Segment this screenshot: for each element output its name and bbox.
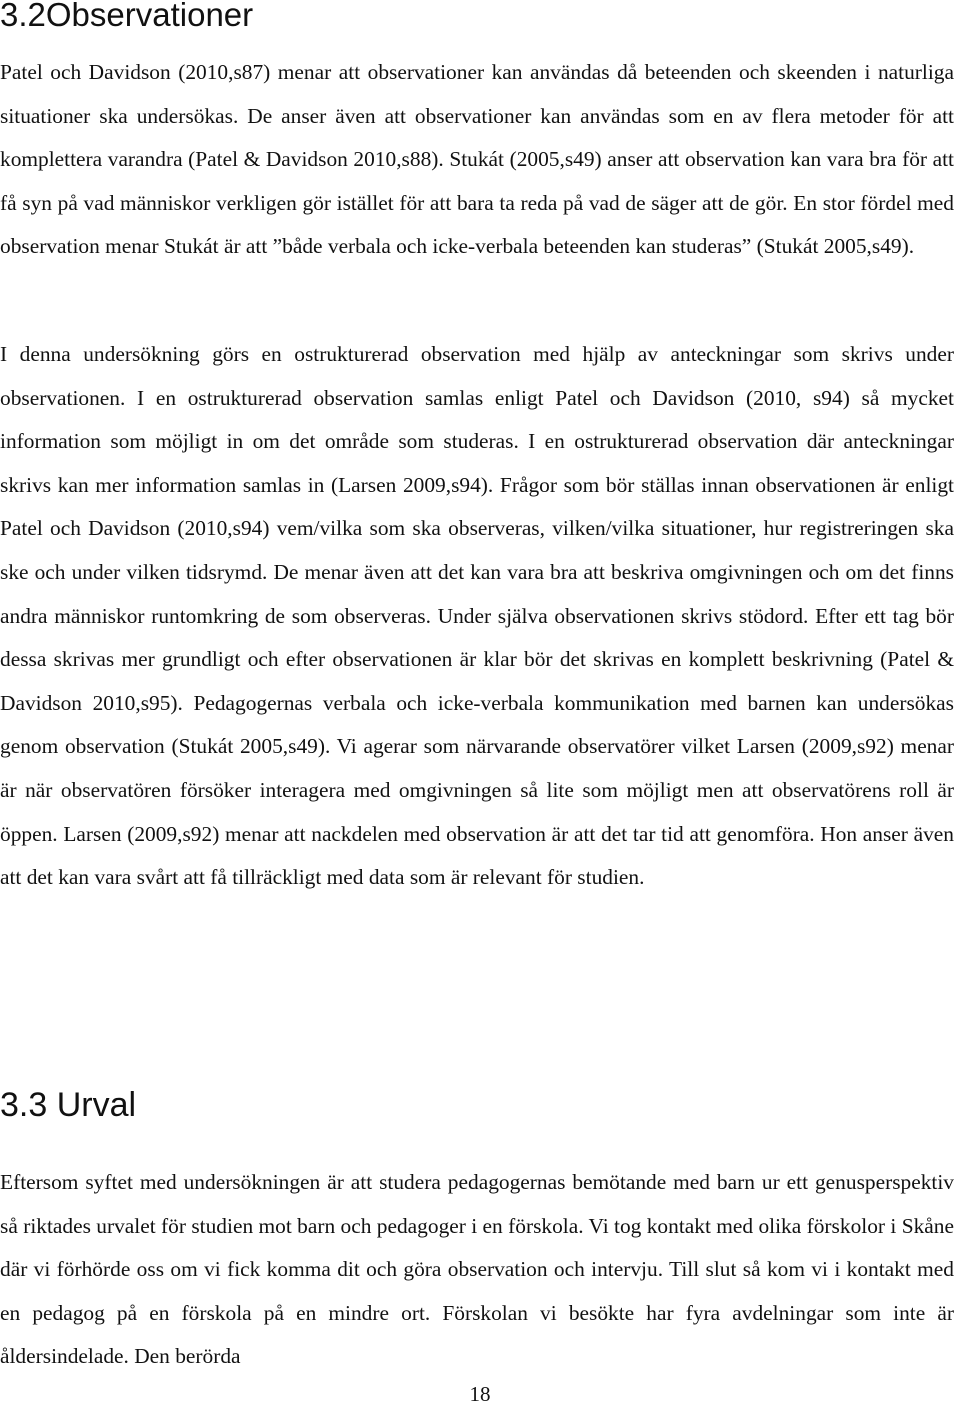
body-paragraph: Eftersom syftet med undersökningen är att studera pedagogernas bemötande med barn ur ett genusperspektiv så riktades urvalet för studien mot barn och pedagoger i en förskola. Vi tog kontakt med olika förskolor i Skåne där vi förhörde oss om vi fick komma dit och göra observation och intervju. Till slut så kom vi i kontakt med en pedagog på en förskola på en mindre ort. Förskolan vi besökte har fyra avdelningar som inte är åldersindelade. Den berörda	[0, 1170, 954, 1369]
section-heading: 3.3 Urval	[0, 1086, 137, 1124]
page-number: 18	[469, 1382, 491, 1406]
body-paragraph: I denna undersökning görs en ostrukturerad observation med hjälp av anteckningar som skrivs under observationen. I en ostrukturerad observation samlas enligt Patel och Davidson (2010, s94) så mycket information som möjligt in om det område som studeras. I en ostrukturerad observation där anteckningar skrivs kan mer information samlas in (Larsen 2009,s94). Frågor som bör ställas innan observationen är enligt Patel och Davidson (2010,s94) vem/vilka som ska observeras, vilken/vilka situationer, hur registreringen ska ske och under vilken tidsrymd. De menar även att det kan vara bra att beskriva omgivningen och om det finns andra människor runtomkring de som observeras. Under själva observationen skrivs stödord. Efter ett tag bör dessa skrivas mer grundligt och efter observationen är klar bör det skrivas en komplett beskrivning (Patel & Davidson 2010,s95). Pedagogernas verbala och icke-verbala kommunikation med barnen kan undersökas genom observation (Stukát 2005,s49). Vi agerar som närvarande observatörer vilket Larsen (2009,s92) menar är när observatören försöker interagera med omgivningen så lite som möjligt men att observatörens roll är öppen. Larsen (2009,s92) menar att nackdelen med observation är att det tar tid att genomföra. Hon anser även att det kan vara svårt att få tillräckligt med data som är relevant för studien.	[0, 342, 954, 890]
section-heading: 3.2Observationer	[0, 0, 254, 33]
body-paragraph: Patel och Davidson (2010,s87) menar att observationer kan användas då beteenden och skeenden i naturliga situationer ska undersökas. De anser även att observationer kan användas som en av flera metoder för att komplettera varandra (Patel & Davidson 2010,s88). Stukát (2005,s49) anser att observation kan vara bra för att få syn på vad människor verkligen gör istället för att bara ta reda på vad de säger att de gör. En stor fördel med observation menar Stukát är att ”både verbala och icke-verbala beteenden kan studeras” (Stukát 2005,s49).	[0, 60, 954, 259]
